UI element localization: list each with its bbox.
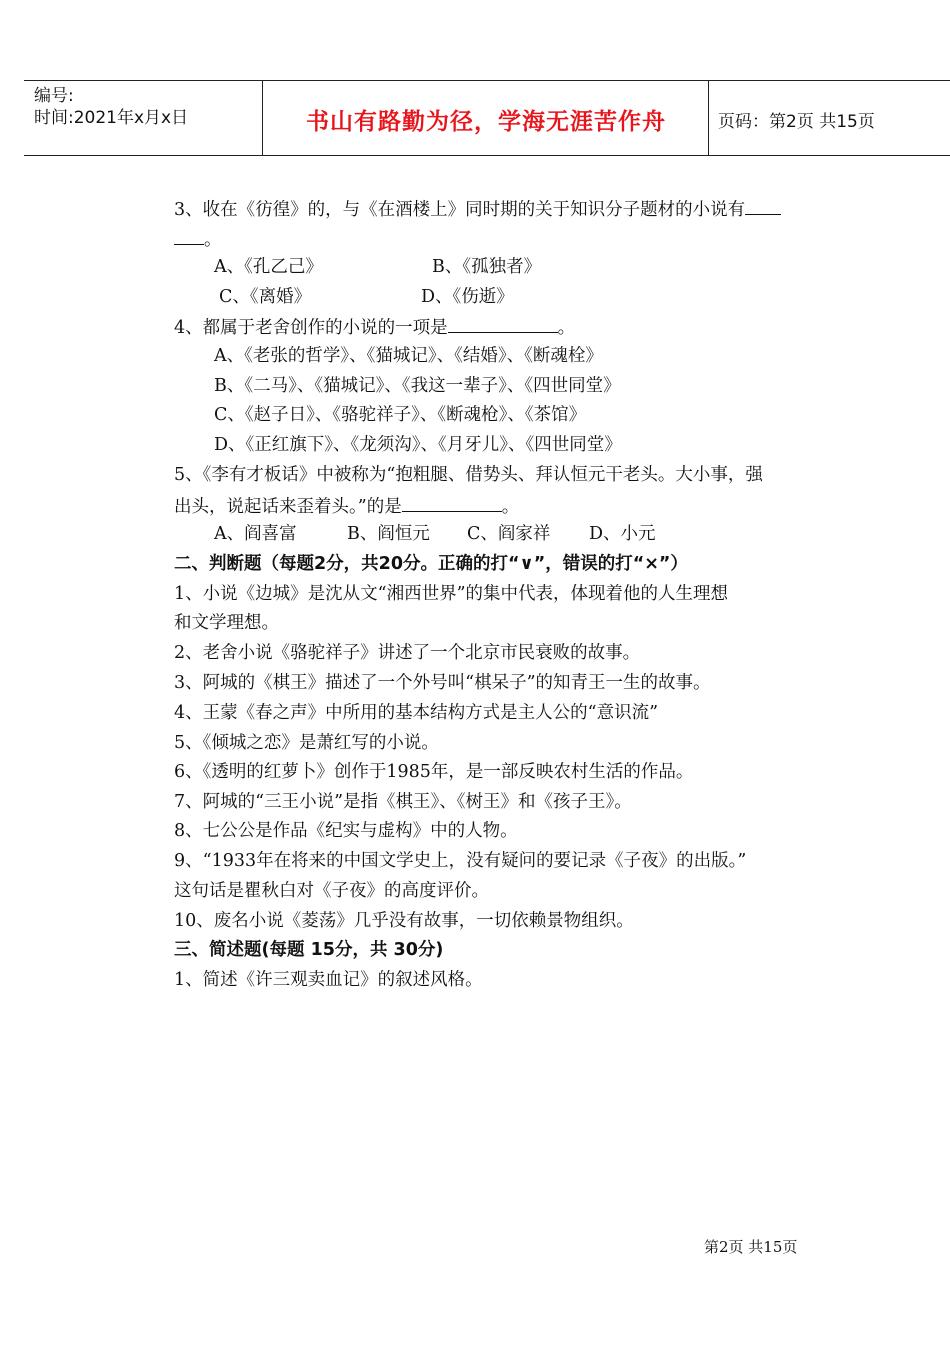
header-divider xyxy=(262,81,263,155)
time-label: 时间:2021年x月x日 xyxy=(34,108,189,128)
judgment-item: 6、《透明的红萝卜》创作于1985年，是一部反映农村生活的作品。 xyxy=(174,762,694,782)
question-5-options xyxy=(214,522,656,546)
page-footer: 第2页 共15页 xyxy=(704,1238,798,1256)
judgment-item: 5、《倾城之恋》是萧红写的小说。 xyxy=(174,733,439,753)
answer-blank xyxy=(174,226,204,245)
question-3-options-cd xyxy=(219,285,514,309)
judgment-item: 1、小说《边城》是沈从文“湘西世界”的集中代表，体现着他的人生理想 xyxy=(174,584,729,604)
option-c: C、阎家祥 xyxy=(467,524,551,544)
option-d: D、《伤逝》 xyxy=(421,287,514,307)
question-3 xyxy=(174,196,781,222)
question-4-option-a: A、《老张的哲学》、《猫城记》、《结婚》、《断魂栓》 xyxy=(214,346,603,366)
option-a: A、阎喜富 xyxy=(214,524,297,544)
answer-blank xyxy=(448,314,558,333)
question-5-line-2: 出头，说起话来歪着头。”的是 。 xyxy=(174,493,519,519)
answer-blank xyxy=(402,493,502,512)
question-4-option-c: C、《赵子日》、《骆驼祥子》、《断魂枪》、《茶馆》 xyxy=(214,405,587,425)
option-a: A、《孔乙己》 xyxy=(214,257,323,277)
question-4-text: 4、都属于老舍创作的小说的一项是 xyxy=(174,318,448,338)
number-label: 编号: xyxy=(34,86,74,106)
header-meta xyxy=(34,85,188,129)
header-motto: 书山有路勤为径，学海无涯苦作舟 xyxy=(306,109,666,135)
question-4-option-d: D、《正红旗下》、《龙须沟》、《月牙儿》、《四世同堂》 xyxy=(214,435,622,455)
option-b: B、《孤独者》 xyxy=(432,257,542,277)
option-c: C、《离婚》 xyxy=(219,287,312,307)
option-d: D、小元 xyxy=(589,524,656,544)
judgment-item: 和文学理想。 xyxy=(174,613,279,633)
judgment-item: 8、七公公是作品《纪实与虚构》中的人物。 xyxy=(174,821,518,841)
judgment-item: 3、阿城的《棋王》描述了一个外号叫“棋呆子”的知青王一生的故事。 xyxy=(174,673,711,693)
judgment-item: 7、阿城的“三王小说”是指《棋王》、《树王》和《孩子王》。 xyxy=(174,792,632,812)
document-header xyxy=(24,80,950,156)
question-4: 4、都属于老舍创作的小说的一项是 。 xyxy=(174,314,575,340)
judgment-item: 4、王蒙《春之声》中所用的基本结构方式是主人公的“意识流” xyxy=(174,703,659,723)
section-3-heading: 三、简述题(每题 15分，共 30分) xyxy=(174,940,444,960)
question-3-options-ab xyxy=(214,255,542,279)
header-page-info: 页码：第2页 共15页 xyxy=(718,112,875,132)
answer-blank xyxy=(745,196,781,215)
question-3-continuation: 。 xyxy=(174,226,222,252)
option-b: B、阎恒元 xyxy=(347,524,430,544)
question-4-option-b: B、《二马》、《猫城记》、《我这一辈子》、《四世同堂》 xyxy=(214,376,621,396)
short-answer-item: 1、简述《许三观卖血记》的叙述风格。 xyxy=(174,970,483,990)
section-2-heading: 二、判断题（每题2分，共20分。正确的打“∨”，错误的打“×”） xyxy=(174,554,688,574)
question-5-line-1: 5、《李有才板话》中被称为“抱粗腿、借势头、拜认恒元干老头。大小事，强 xyxy=(174,465,763,485)
judgment-item: 9、“1933年在将来的中国文学史上，没有疑问的要记录《子夜》的出版。” xyxy=(174,851,747,871)
judgment-item: 10、废名小说《菱荡》几乎没有故事，一切依赖景物组织。 xyxy=(174,911,634,931)
question-3-text: 3、收在《彷徨》的，与《在酒楼上》同时期的关于知识分子题材的小说有 xyxy=(174,200,746,220)
judgment-item: 这句话是瞿秋白对《子夜》的高度评价。 xyxy=(174,881,489,901)
judgment-item: 2、老舍小说《骆驼祥子》讲述了一个北京市民衰败的故事。 xyxy=(174,643,641,663)
header-divider xyxy=(708,81,709,155)
